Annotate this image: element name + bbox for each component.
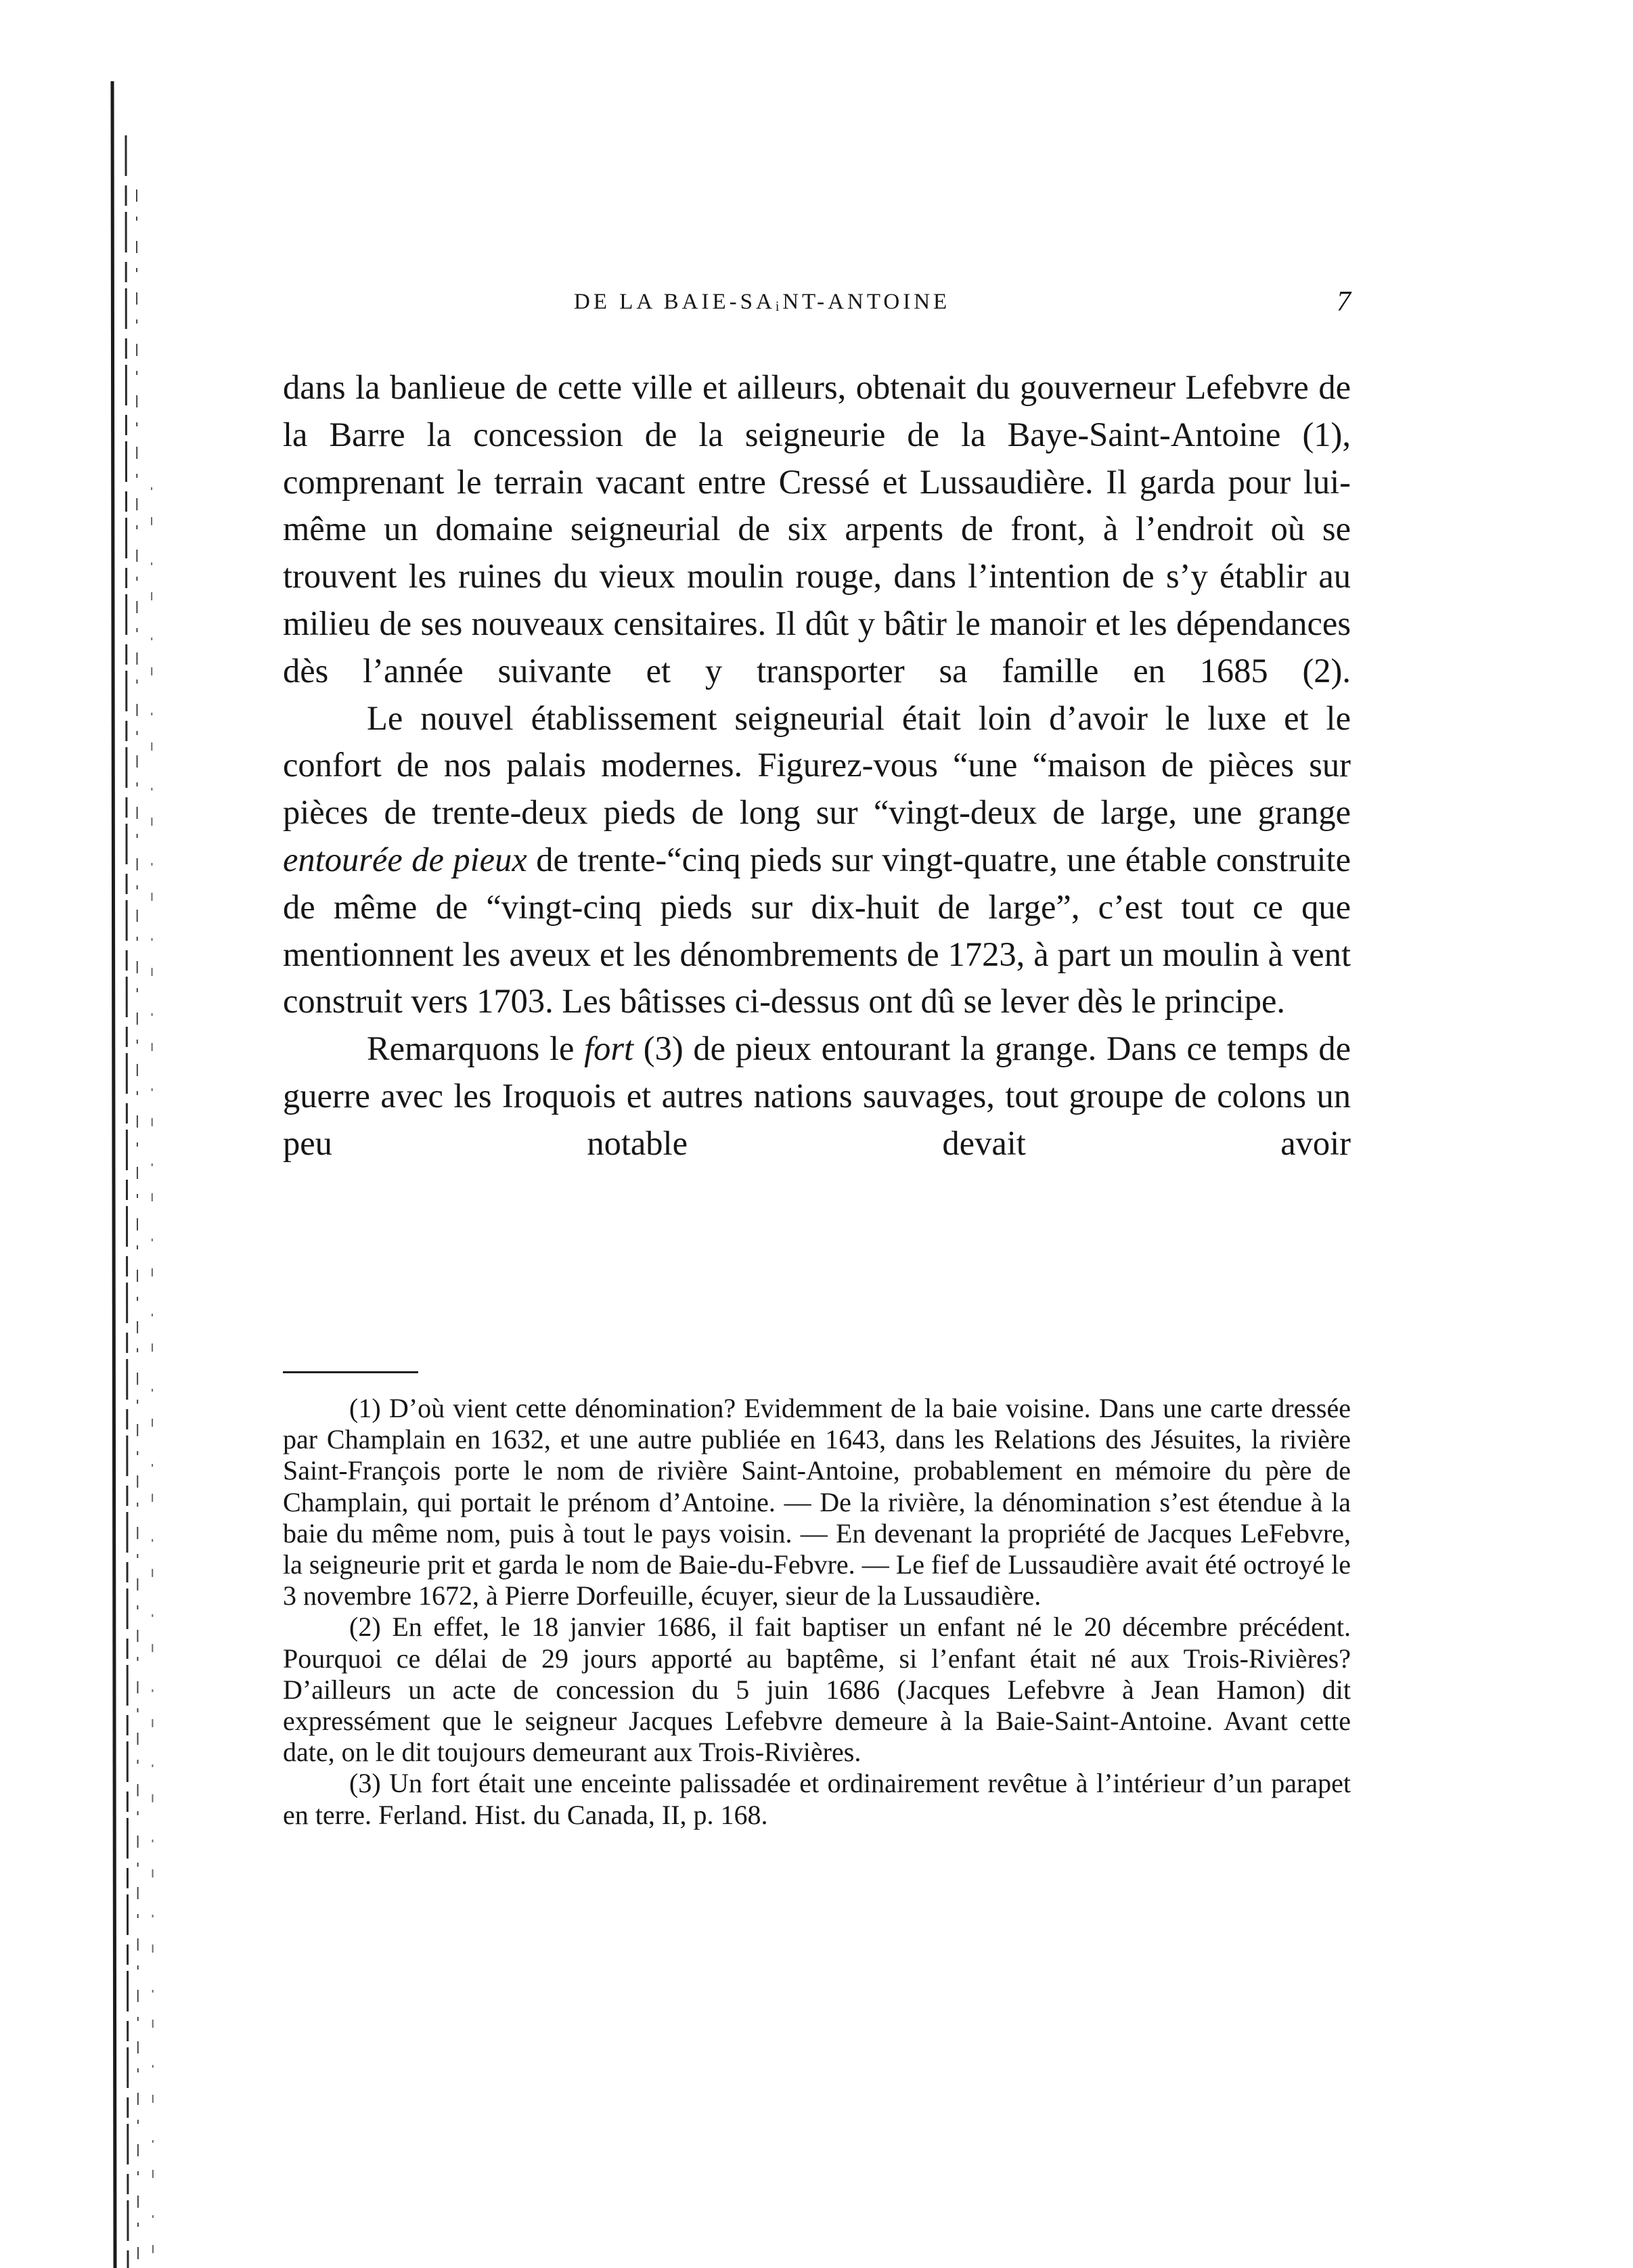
book-page: [283, 0, 1351, 2268]
running-title: DE LA BAIE-SAᵢNT-ANTOINE: [574, 290, 951, 314]
footnote-2: (2) En effet, le 18 janvier 1686, il fait baptiser un enfant né le 20 décembre précédent. Pourquoi ce délai de 29 jours apporté au baptême, si l’enfant était né aux Trois-Rivières? D’ailleurs un acte de concession du 5 juin 1686 (Jacques Lefebvre à Jean Hamon) dit expressément que le seigneur Jacques Lefebvre demeure à la Baie-Saint-Antoine. Avant cette date, on le dit toujours demeurant aux Trois-Rivières.: [283, 1611, 1351, 1768]
scanned-page-edge: [0, 81, 203, 2268]
paragraph-2-text-b: de trente-“cinq pieds sur vingt-quatre, une étable construite de même de “vingt-cinq pieds sur dix-huit de large”, c’est tout ce que mentionnent les aveux et les dénombrements de 1723, à part un moulin à vent construit vers 1703. Les bâtisses ci-dessus ont dû se lever dès le principe.: [283, 840, 1351, 1021]
paragraph-3-text-b: (3) de pieux entourant la grange. Dans ce temps de guerre avec les Iroquois et autres nations sauvages, tout groupe de colons un peu notable devait avoir: [283, 1029, 1351, 1162]
footnote-rule: [283, 1371, 418, 1373]
paragraph-2-italic: entourée de pieux: [283, 840, 527, 879]
paragraph-2-text-a: Le nouvel établissement seigneurial était loin d’avoir le luxe et le confort de nos palais modernes. Figurez-vous “une “maison de pièces sur pièces de trente-deux pieds de long sur “vingt-deux de large, une grange: [283, 698, 1351, 832]
running-head: [283, 286, 1351, 330]
paragraph-2: [283, 695, 1351, 1026]
paragraph-3-text-a: Remarquons le: [367, 1029, 585, 1068]
paragraph-1: dans la banlieue de cette ville et ailleurs, obtenait du gouverneur Lefebvre de la Barre la concession de la seigneurie de la Baye-Saint-Antoine (1), comprenant le terrain vacant entre Cressé et Lussaudière. Il garda pour lui-même un domaine seigneurial de six arpents de front, à l’endroit où se trouvent les ruines du vieux moulin rouge, dans l’intention de s’y établir au milieu de ses nouveaux censitaires. Il dût y bâtir le manoir et les dépendances dès l’année suivante et y transporter sa famille en 1685 (2).: [283, 368, 1351, 690]
paragraph-3: [283, 1025, 1351, 1167]
body-text: [283, 364, 1351, 1168]
paragraph-3-italic: fort: [584, 1029, 634, 1068]
page-number: 7: [1337, 286, 1351, 317]
footnotes: [283, 1393, 1351, 1831]
footnote-1: (1) D’où vient cette dénomination? Evidemment de la baie voisine. Dans une carte dressée par Champlain en 1632, et une autre publiée en 1643, dans les Relations des Jésuites, la rivière Saint-François porte le nom de rivière Saint-Antoine, probablement en mémoire du père de Champlain, qui portait le prénom d’Antoine. — De la rivière, la dénomination s’est étendue à la baie du même nom, puis à tout le pays voisin. — En devenant la propriété de Jacques LeFebvre, la seigneurie prit et garda le nom de Baie-du-Febvre. — Le fief de Lussaudière avait été octroyé le 3 novembre 1672, à Pierre Dorfeuille, écuyer, sieur de la Lussaudière.: [283, 1393, 1351, 1611]
footnote-3: (3) Un fort était une enceinte palissadée et ordinairement revêtue à l’intérieur d’un parapet en terre. Ferland. Hist. du Canada, II, p. 168.: [283, 1768, 1351, 1830]
